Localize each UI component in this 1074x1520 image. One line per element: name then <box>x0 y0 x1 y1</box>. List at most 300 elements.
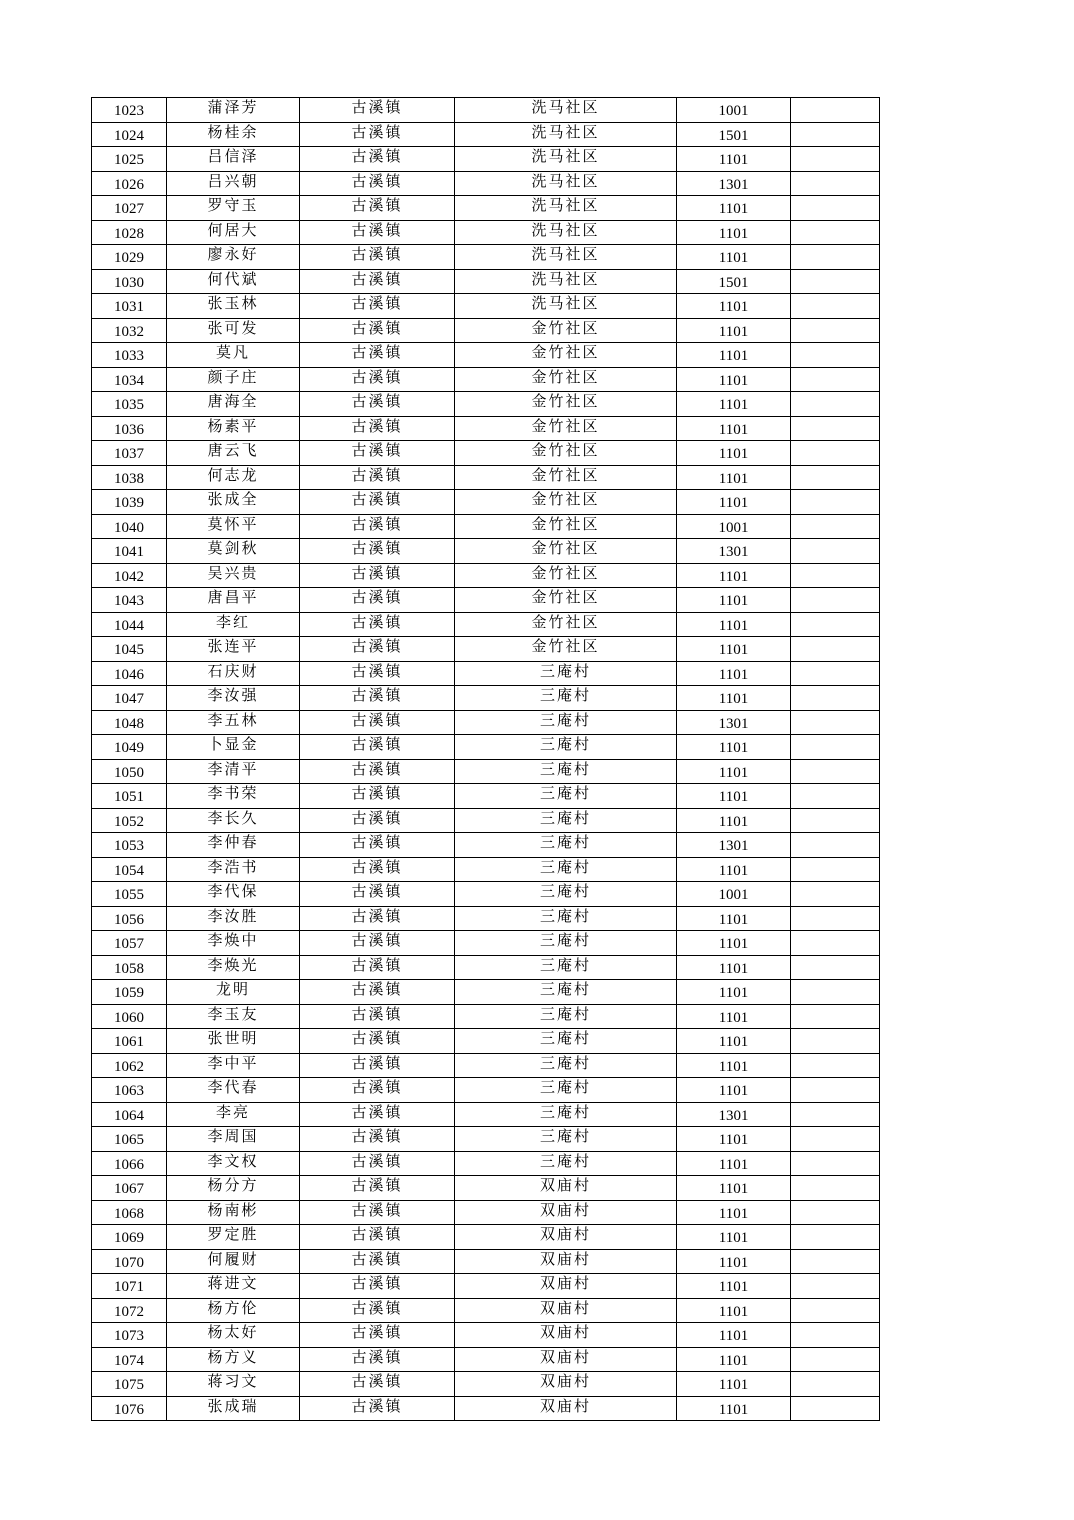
serial-number-cell: 1037 <box>92 441 167 466</box>
village-cell: 金竹社区 <box>455 392 677 417</box>
table-row <box>92 612 880 637</box>
table-row <box>92 1029 880 1054</box>
remark-cell <box>791 1396 880 1421</box>
village-cell: 双庙村 <box>455 1225 677 1250</box>
serial-number-cell: 1035 <box>92 392 167 417</box>
serial-number-cell: 1026 <box>92 171 167 196</box>
town-cell: 古溪镇 <box>300 759 455 784</box>
code-cell: 1101 <box>677 955 791 980</box>
village-cell: 洗马社区 <box>455 196 677 221</box>
code-cell: 1101 <box>677 490 791 515</box>
remark-cell <box>791 1151 880 1176</box>
table-row <box>92 147 880 172</box>
town-cell: 古溪镇 <box>300 1323 455 1348</box>
serial-number-cell: 1052 <box>92 808 167 833</box>
table-row <box>92 318 880 343</box>
table-row <box>92 1078 880 1103</box>
remark-cell <box>791 1176 880 1201</box>
remark-cell <box>791 1078 880 1103</box>
name-cell: 吕兴朝 <box>167 171 300 196</box>
table-row <box>92 1053 880 1078</box>
table-row <box>92 661 880 686</box>
code-cell: 1301 <box>677 539 791 564</box>
village-cell: 金竹社区 <box>455 539 677 564</box>
village-cell: 三庵村 <box>455 1029 677 1054</box>
table-row <box>92 343 880 368</box>
town-cell: 古溪镇 <box>300 882 455 907</box>
village-cell: 三庵村 <box>455 833 677 858</box>
code-cell: 1301 <box>677 1102 791 1127</box>
serial-number-cell: 1072 <box>92 1298 167 1323</box>
town-cell: 古溪镇 <box>300 1053 455 1078</box>
remark-cell <box>791 1225 880 1250</box>
table-row <box>92 808 880 833</box>
name-cell: 张玉林 <box>167 294 300 319</box>
table-row <box>92 1127 880 1152</box>
name-cell: 李亮 <box>167 1102 300 1127</box>
serial-number-cell: 1039 <box>92 490 167 515</box>
village-cell: 三庵村 <box>455 735 677 760</box>
name-cell: 李汝强 <box>167 686 300 711</box>
town-cell: 古溪镇 <box>300 1396 455 1421</box>
code-cell: 1101 <box>677 1249 791 1274</box>
name-cell: 李清平 <box>167 759 300 784</box>
name-cell: 罗守玉 <box>167 196 300 221</box>
town-cell: 古溪镇 <box>300 245 455 270</box>
table-row <box>92 1347 880 1372</box>
name-cell: 张连平 <box>167 637 300 662</box>
code-cell: 1101 <box>677 1029 791 1054</box>
village-cell: 三庵村 <box>455 686 677 711</box>
town-cell: 古溪镇 <box>300 441 455 466</box>
name-cell: 李长久 <box>167 808 300 833</box>
code-cell: 1001 <box>677 514 791 539</box>
code-cell: 1101 <box>677 147 791 172</box>
remark-cell <box>791 1372 880 1397</box>
table-row <box>92 122 880 147</box>
village-cell: 三庵村 <box>455 931 677 956</box>
table-row <box>92 1200 880 1225</box>
table-row <box>92 392 880 417</box>
village-cell: 金竹社区 <box>455 367 677 392</box>
name-cell: 卜显金 <box>167 735 300 760</box>
town-cell: 古溪镇 <box>300 980 455 1005</box>
code-cell: 1101 <box>677 318 791 343</box>
village-cell: 双庙村 <box>455 1176 677 1201</box>
code-cell: 1101 <box>677 1078 791 1103</box>
serial-number-cell: 1073 <box>92 1323 167 1348</box>
village-cell: 三庵村 <box>455 1127 677 1152</box>
code-cell: 1101 <box>677 196 791 221</box>
remark-cell <box>791 539 880 564</box>
village-cell: 三庵村 <box>455 955 677 980</box>
serial-number-cell: 1041 <box>92 539 167 564</box>
village-cell: 金竹社区 <box>455 343 677 368</box>
table-row <box>92 833 880 858</box>
village-cell: 金竹社区 <box>455 465 677 490</box>
town-cell: 古溪镇 <box>300 612 455 637</box>
serial-number-cell: 1027 <box>92 196 167 221</box>
table-row <box>92 955 880 980</box>
code-cell: 1101 <box>677 1176 791 1201</box>
village-cell: 金竹社区 <box>455 490 677 515</box>
village-cell: 金竹社区 <box>455 514 677 539</box>
remark-cell <box>791 171 880 196</box>
remark-cell <box>791 318 880 343</box>
name-cell: 李周国 <box>167 1127 300 1152</box>
serial-number-cell: 1065 <box>92 1127 167 1152</box>
name-cell: 杨方义 <box>167 1347 300 1372</box>
name-cell: 石庆财 <box>167 661 300 686</box>
table-row <box>92 1225 880 1250</box>
code-cell: 1101 <box>677 808 791 833</box>
serial-number-cell: 1043 <box>92 588 167 613</box>
town-cell: 古溪镇 <box>300 906 455 931</box>
table-row <box>92 980 880 1005</box>
code-cell: 1101 <box>677 686 791 711</box>
town-cell: 古溪镇 <box>300 661 455 686</box>
town-cell: 古溪镇 <box>300 147 455 172</box>
town-cell: 古溪镇 <box>300 735 455 760</box>
town-cell: 古溪镇 <box>300 490 455 515</box>
remark-cell <box>791 710 880 735</box>
serial-number-cell: 1031 <box>92 294 167 319</box>
serial-number-cell: 1048 <box>92 710 167 735</box>
name-cell: 吕信泽 <box>167 147 300 172</box>
table-row <box>92 416 880 441</box>
remark-cell <box>791 196 880 221</box>
table-row <box>92 931 880 956</box>
remark-cell <box>791 441 880 466</box>
table-row <box>92 367 880 392</box>
name-cell: 莫剑秋 <box>167 539 300 564</box>
code-cell: 1101 <box>677 343 791 368</box>
village-cell: 三庵村 <box>455 1078 677 1103</box>
name-cell: 何志龙 <box>167 465 300 490</box>
serial-number-cell: 1060 <box>92 1004 167 1029</box>
serial-number-cell: 1049 <box>92 735 167 760</box>
table-row <box>92 1249 880 1274</box>
remark-cell <box>791 465 880 490</box>
code-cell: 1101 <box>677 857 791 882</box>
village-cell: 洗马社区 <box>455 98 677 123</box>
data-table <box>91 97 880 1421</box>
name-cell: 颜子庄 <box>167 367 300 392</box>
name-cell: 李焕中 <box>167 931 300 956</box>
serial-number-cell: 1055 <box>92 882 167 907</box>
table-row <box>92 1176 880 1201</box>
name-cell: 李玉友 <box>167 1004 300 1029</box>
table-row <box>92 563 880 588</box>
serial-number-cell: 1024 <box>92 122 167 147</box>
table-row <box>92 1102 880 1127</box>
name-cell: 李仲春 <box>167 833 300 858</box>
name-cell: 蒲泽芳 <box>167 98 300 123</box>
serial-number-cell: 1076 <box>92 1396 167 1421</box>
remark-cell <box>791 1004 880 1029</box>
town-cell: 古溪镇 <box>300 1102 455 1127</box>
table-row <box>92 539 880 564</box>
serial-number-cell: 1046 <box>92 661 167 686</box>
table-row <box>92 637 880 662</box>
village-cell: 洗马社区 <box>455 122 677 147</box>
code-cell: 1101 <box>677 637 791 662</box>
remark-cell <box>791 882 880 907</box>
village-cell: 三庵村 <box>455 980 677 1005</box>
name-cell: 张成全 <box>167 490 300 515</box>
serial-number-cell: 1038 <box>92 465 167 490</box>
table-row <box>92 1323 880 1348</box>
name-cell: 杨素平 <box>167 416 300 441</box>
remark-cell <box>791 857 880 882</box>
serial-number-cell: 1059 <box>92 980 167 1005</box>
village-cell: 金竹社区 <box>455 563 677 588</box>
remark-cell <box>791 98 880 123</box>
town-cell: 古溪镇 <box>300 1249 455 1274</box>
town-cell: 古溪镇 <box>300 931 455 956</box>
remark-cell <box>791 1274 880 1299</box>
name-cell: 唐云飞 <box>167 441 300 466</box>
serial-number-cell: 1074 <box>92 1347 167 1372</box>
name-cell: 李五林 <box>167 710 300 735</box>
town-cell: 古溪镇 <box>300 955 455 980</box>
town-cell: 古溪镇 <box>300 343 455 368</box>
village-cell: 三庵村 <box>455 1004 677 1029</box>
remark-cell <box>791 661 880 686</box>
village-cell: 双庙村 <box>455 1372 677 1397</box>
village-cell: 洗马社区 <box>455 147 677 172</box>
village-cell: 金竹社区 <box>455 637 677 662</box>
name-cell: 唐昌平 <box>167 588 300 613</box>
table-row <box>92 1004 880 1029</box>
name-cell: 张成瑞 <box>167 1396 300 1421</box>
town-cell: 古溪镇 <box>300 1372 455 1397</box>
village-cell: 洗马社区 <box>455 269 677 294</box>
serial-number-cell: 1068 <box>92 1200 167 1225</box>
town-cell: 古溪镇 <box>300 563 455 588</box>
name-cell: 李焕光 <box>167 955 300 980</box>
serial-number-cell: 1050 <box>92 759 167 784</box>
code-cell: 1101 <box>677 1396 791 1421</box>
code-cell: 1101 <box>677 661 791 686</box>
village-cell: 双庙村 <box>455 1323 677 1348</box>
remark-cell <box>791 1347 880 1372</box>
serial-number-cell: 1045 <box>92 637 167 662</box>
village-cell: 三庵村 <box>455 759 677 784</box>
town-cell: 古溪镇 <box>300 1029 455 1054</box>
code-cell: 1101 <box>677 1151 791 1176</box>
code-cell: 1101 <box>677 294 791 319</box>
code-cell: 1301 <box>677 833 791 858</box>
village-cell: 金竹社区 <box>455 588 677 613</box>
remark-cell <box>791 1249 880 1274</box>
remark-cell <box>791 392 880 417</box>
code-cell: 1101 <box>677 416 791 441</box>
remark-cell <box>791 637 880 662</box>
village-cell: 双庙村 <box>455 1396 677 1421</box>
remark-cell <box>791 1298 880 1323</box>
remark-cell <box>791 759 880 784</box>
serial-number-cell: 1042 <box>92 563 167 588</box>
serial-number-cell: 1070 <box>92 1249 167 1274</box>
town-cell: 古溪镇 <box>300 122 455 147</box>
name-cell: 莫怀平 <box>167 514 300 539</box>
village-cell: 三庵村 <box>455 906 677 931</box>
code-cell: 1101 <box>677 1347 791 1372</box>
remark-cell <box>791 269 880 294</box>
code-cell: 1101 <box>677 441 791 466</box>
village-cell: 双庙村 <box>455 1347 677 1372</box>
code-cell: 1101 <box>677 220 791 245</box>
code-cell: 1101 <box>677 392 791 417</box>
village-cell: 三庵村 <box>455 808 677 833</box>
table-row <box>92 220 880 245</box>
town-cell: 古溪镇 <box>300 196 455 221</box>
table-row <box>92 686 880 711</box>
name-cell: 李代保 <box>167 882 300 907</box>
serial-number-cell: 1047 <box>92 686 167 711</box>
serial-number-cell: 1040 <box>92 514 167 539</box>
table-row <box>92 441 880 466</box>
village-cell: 金竹社区 <box>455 416 677 441</box>
serial-number-cell: 1025 <box>92 147 167 172</box>
table-row <box>92 882 880 907</box>
remark-cell <box>791 980 880 1005</box>
village-cell: 金竹社区 <box>455 612 677 637</box>
town-cell: 古溪镇 <box>300 1347 455 1372</box>
remark-cell <box>791 1323 880 1348</box>
serial-number-cell: 1051 <box>92 784 167 809</box>
remark-cell <box>791 122 880 147</box>
code-cell: 1101 <box>677 906 791 931</box>
town-cell: 古溪镇 <box>300 367 455 392</box>
table-row <box>92 588 880 613</box>
name-cell: 何代斌 <box>167 269 300 294</box>
name-cell: 蒋习文 <box>167 1372 300 1397</box>
name-cell: 李中平 <box>167 1053 300 1078</box>
serial-number-cell: 1034 <box>92 367 167 392</box>
town-cell: 古溪镇 <box>300 710 455 735</box>
code-cell: 1101 <box>677 1298 791 1323</box>
village-cell: 三庵村 <box>455 882 677 907</box>
table-row <box>92 294 880 319</box>
town-cell: 古溪镇 <box>300 269 455 294</box>
serial-number-cell: 1063 <box>92 1078 167 1103</box>
town-cell: 古溪镇 <box>300 1151 455 1176</box>
table-row <box>92 1372 880 1397</box>
table-row <box>92 1151 880 1176</box>
remark-cell <box>791 367 880 392</box>
name-cell: 莫凡 <box>167 343 300 368</box>
name-cell: 李浩书 <box>167 857 300 882</box>
town-cell: 古溪镇 <box>300 833 455 858</box>
remark-cell <box>791 588 880 613</box>
serial-number-cell: 1028 <box>92 220 167 245</box>
code-cell: 1101 <box>677 759 791 784</box>
village-cell: 三庵村 <box>455 710 677 735</box>
village-cell: 洗马社区 <box>455 171 677 196</box>
remark-cell <box>791 1102 880 1127</box>
code-cell: 1101 <box>677 1323 791 1348</box>
remark-cell <box>791 686 880 711</box>
serial-number-cell: 1054 <box>92 857 167 882</box>
serial-number-cell: 1058 <box>92 955 167 980</box>
table-row <box>92 710 880 735</box>
remark-cell <box>791 1029 880 1054</box>
name-cell: 杨方伦 <box>167 1298 300 1323</box>
name-cell: 罗定胜 <box>167 1225 300 1250</box>
village-cell: 金竹社区 <box>455 441 677 466</box>
town-cell: 古溪镇 <box>300 808 455 833</box>
code-cell: 1101 <box>677 1200 791 1225</box>
code-cell: 1301 <box>677 171 791 196</box>
town-cell: 古溪镇 <box>300 784 455 809</box>
code-cell: 1101 <box>677 1225 791 1250</box>
name-cell: 杨桂余 <box>167 122 300 147</box>
remark-cell <box>791 147 880 172</box>
table-row <box>92 465 880 490</box>
name-cell: 何履财 <box>167 1249 300 1274</box>
town-cell: 古溪镇 <box>300 1004 455 1029</box>
town-cell: 古溪镇 <box>300 318 455 343</box>
name-cell: 吴兴贵 <box>167 563 300 588</box>
remark-cell <box>791 784 880 809</box>
code-cell: 1101 <box>677 1274 791 1299</box>
remark-cell <box>791 833 880 858</box>
table-row <box>92 171 880 196</box>
village-cell: 双庙村 <box>455 1298 677 1323</box>
code-cell: 1101 <box>677 245 791 270</box>
town-cell: 古溪镇 <box>300 1274 455 1299</box>
serial-number-cell: 1067 <box>92 1176 167 1201</box>
code-cell: 1101 <box>677 931 791 956</box>
name-cell: 杨太好 <box>167 1323 300 1348</box>
serial-number-cell: 1030 <box>92 269 167 294</box>
table-row <box>92 245 880 270</box>
serial-number-cell: 1056 <box>92 906 167 931</box>
village-cell: 三庵村 <box>455 1151 677 1176</box>
name-cell: 李书荣 <box>167 784 300 809</box>
code-cell: 1101 <box>677 735 791 760</box>
town-cell: 古溪镇 <box>300 392 455 417</box>
town-cell: 古溪镇 <box>300 686 455 711</box>
table-row <box>92 514 880 539</box>
remark-cell <box>791 1127 880 1152</box>
town-cell: 古溪镇 <box>300 514 455 539</box>
serial-number-cell: 1029 <box>92 245 167 270</box>
name-cell: 杨分方 <box>167 1176 300 1201</box>
village-cell: 三庵村 <box>455 661 677 686</box>
code-cell: 1301 <box>677 710 791 735</box>
code-cell: 1001 <box>677 98 791 123</box>
village-cell: 双庙村 <box>455 1249 677 1274</box>
table-row <box>92 490 880 515</box>
name-cell: 廖永好 <box>167 245 300 270</box>
village-cell: 三庵村 <box>455 784 677 809</box>
village-cell: 三庵村 <box>455 1053 677 1078</box>
table-row <box>92 1274 880 1299</box>
remark-cell <box>791 955 880 980</box>
code-cell: 1101 <box>677 367 791 392</box>
serial-number-cell: 1061 <box>92 1029 167 1054</box>
code-cell: 1101 <box>677 980 791 1005</box>
name-cell: 张可发 <box>167 318 300 343</box>
town-cell: 古溪镇 <box>300 416 455 441</box>
remark-cell <box>791 906 880 931</box>
name-cell: 李红 <box>167 612 300 637</box>
remark-cell <box>791 245 880 270</box>
village-cell: 金竹社区 <box>455 318 677 343</box>
